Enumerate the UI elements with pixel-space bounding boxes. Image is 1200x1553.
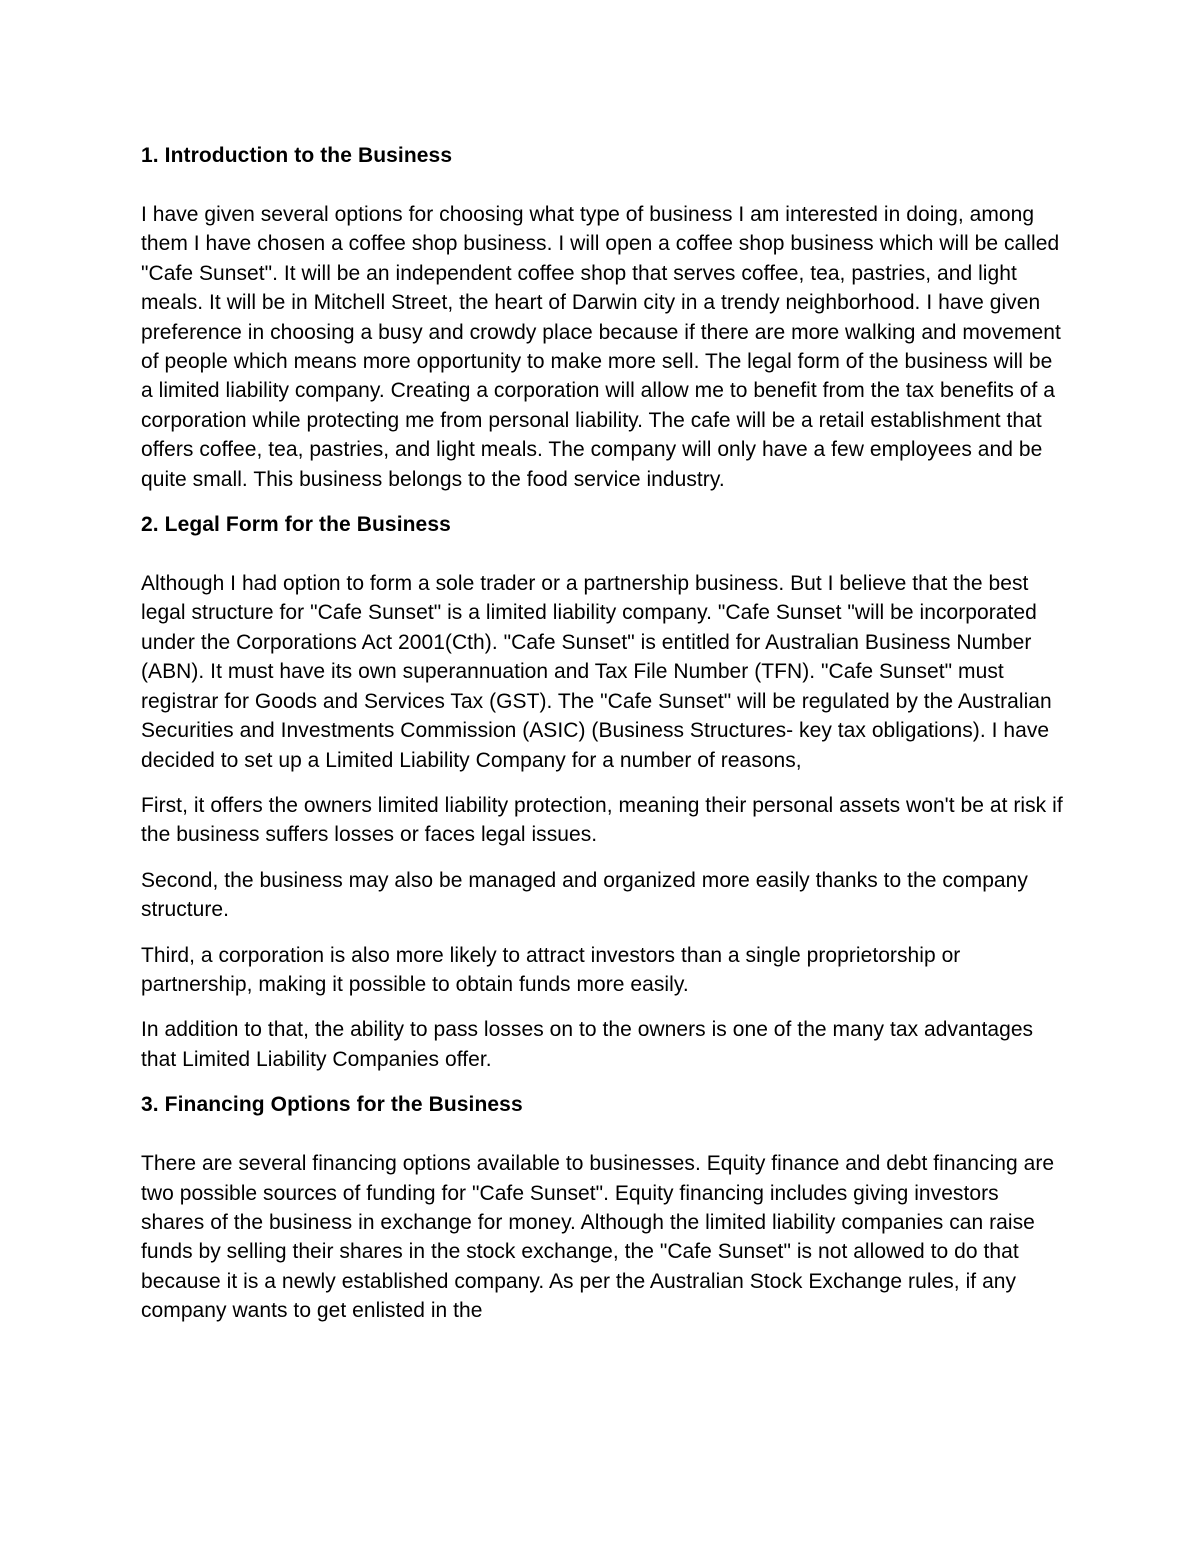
- section-heading-legal-form: 2. Legal Form for the Business: [141, 513, 451, 537]
- paragraph-legal-form-intro: Although I had option to form a sole trader or a partnership business. But I believe that the best legal structure for "Cafe Sunset" is a limited liability company. "Cafe Sunset "will be incorporated under the Corporations Act 2001(Cth). "Cafe Sunset" is entitled for Australian Business Number (ABN). It must have its own superannuation and Tax File Number (TFN). "Cafe Sunset" must registrar for Goods and Services Tax (GST). The "Cafe Sunset" will be regulated by the Australian Securities and Investments Commission (ASIC) (Business Structures- key tax obligations). I have decided to set up a Limited Liability Company for a number of reasons,: [141, 572, 1052, 772]
- paragraph-reason-first: First, it offers the owners limited liability protection, meaning their personal assets won't be at risk if the business suffers losses or faces legal issues.: [141, 793, 1063, 847]
- paragraph-reason-third: Third, a corporation is also more likely to attract investors than a single proprietorship or partnership, making it possible to obtain funds more easily.: [141, 943, 961, 996]
- paragraph-introduction: I have given several options for choosing what type of business I am interested in doing, among them I have chosen a coffee shop business. I will open a coffee shop business which will be called "Cafe Sunset". It will be an independent coffee shop that serves coffee, tea, pastries, and light meals. It will be in Mitchell Street, the heart of Darwin city in a trendy neighborhood. I have given preference in choosing a busy and crowdy place because if there are more walking and movement of people which means more opportunity to make more sell. The legal form of the business will be a limited liability company. Creating a corporation will allow me to benefit from the tax benefits of a corporation while protecting me from personal liability. The cafe will be a retail establishment that offers coffee, tea, pastries, and light meals. The company will only have a few employees and be quite small. This business belongs to the food service industry.: [141, 203, 1061, 491]
- section-heading-financing: 3. Financing Options for the Business: [141, 1093, 523, 1117]
- paragraph-reason-tax: In addition to that, the ability to pass losses on to the owners is one of the many tax advantages that Limited Liability Companies offer.: [141, 1018, 1034, 1071]
- paragraph-financing: There are several financing options available to businesses. Equity finance and debt financing are two possible sources of funding for "Cafe Sunset". Equity financing includes giving investors shares of the business in exchange for money. Although the limited liability companies can raise funds by selling their shares in the stock exchange, the "Cafe Sunset" is not allowed to do that because it is a newly established company. As per the Australian Stock Exchange rules, if any company wants to get enlisted in the: [141, 1152, 1055, 1323]
- paragraph-reason-second: Second, the business may also be managed and organized more easily thanks to the company structure.: [141, 868, 1028, 922]
- section-heading-introduction: 1. Introduction to the Business: [141, 144, 453, 167]
- document-page: [141, 141, 1066, 1326]
